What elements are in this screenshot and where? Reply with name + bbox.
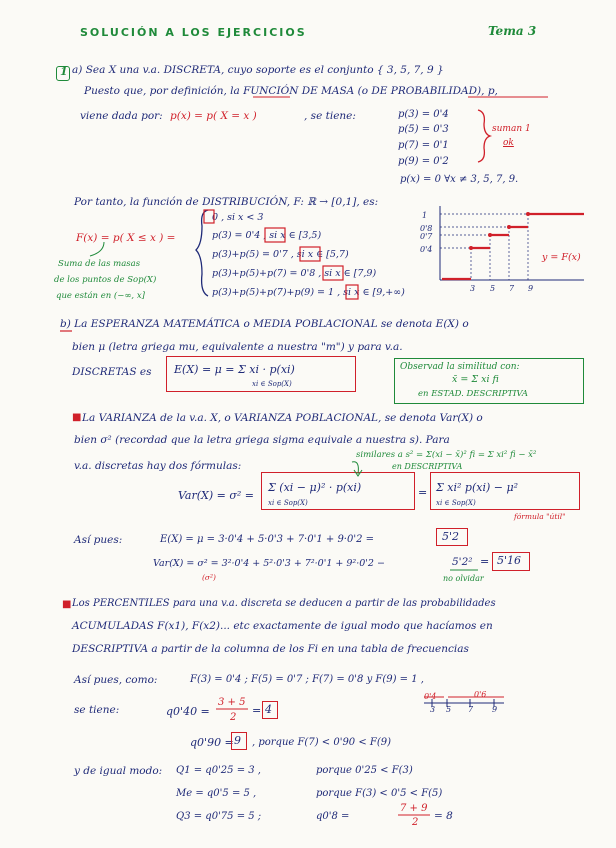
sigma-note: (σ²) bbox=[202, 573, 216, 582]
bar-left-label: 0'4 bbox=[424, 692, 437, 701]
sum-ok: ok bbox=[503, 138, 514, 148]
prob-p7: p(7) = 0'1 bbox=[398, 140, 449, 151]
asi-como: Así pues, como: bbox=[74, 674, 158, 686]
case4-box bbox=[346, 285, 358, 299]
graph-steps bbox=[442, 214, 584, 279]
ex-result: 5'2 bbox=[442, 530, 460, 543]
igual-modo: y de igual modo: bbox=[74, 765, 163, 777]
tema-label: Tema 3 bbox=[488, 24, 537, 38]
bar-tick-9: 9 bbox=[492, 705, 498, 714]
bar-right-label: 0'6 bbox=[474, 690, 487, 699]
var-result: 5'16 bbox=[497, 554, 522, 567]
sum-note: suman 1 bbox=[492, 124, 531, 134]
bullet-percentiles: ■ bbox=[62, 599, 72, 610]
sum-brace bbox=[478, 110, 490, 162]
cdf-note-2: de los puntos de Sop(X) bbox=[54, 275, 157, 285]
ex1-line3: viene dada por: bbox=[80, 110, 163, 122]
exercise-number: 1 bbox=[60, 65, 68, 78]
var-equals: = bbox=[418, 486, 428, 499]
q040-eq: = bbox=[252, 704, 262, 717]
se-tiene: , se tiene: bbox=[304, 110, 356, 122]
graph-dots bbox=[469, 212, 530, 250]
percentiles-line3: DESCRIPTIVA a partir de la columna de los Fi en una tabla de frecuencias bbox=[72, 643, 469, 655]
var-formula2-sub: xi ∈ Sop(X) bbox=[436, 499, 476, 507]
pmf-definition: p(x) = p( X = x ) bbox=[170, 110, 257, 122]
cdf-lhs: F(x) = p( X ≤ x ) = bbox=[76, 232, 176, 244]
graph-label: y = F(x) bbox=[542, 252, 581, 263]
expectation-formula: E(X) = μ = Σ xi · p(xi) bbox=[174, 363, 295, 376]
similarity-1: Observad la similitud con: bbox=[400, 362, 520, 372]
me-porque: porque F(3) < 0'5 < F(5) bbox=[316, 788, 443, 799]
cdf-case-1: p(3) = 0'4 , si x ∈ [3,5) bbox=[212, 230, 322, 241]
asi-pues: Así pues: bbox=[74, 534, 123, 546]
q1-eq: Q1 = q0'25 = 3 , bbox=[176, 765, 261, 776]
x-tick-7: 7 bbox=[509, 284, 515, 293]
var-formula1: Σ (xi − μ)² · p(xi) bbox=[268, 481, 362, 494]
bar-tick-3: 3 bbox=[430, 705, 436, 714]
y-tick-08: 0'8 bbox=[420, 224, 433, 233]
ex-calc: E(X) = μ = 3·0'4 + 5·0'3 + 7·0'1 + 9·0'2 = bbox=[160, 534, 375, 545]
varianza-line2: bien σ² (recordad que la letra griega sigma equivale a nuestra s). Para bbox=[74, 434, 450, 446]
percentiles-line2: ACUMULADAS F(x1), F(x2)... etc exactamente de igual modo que hacíamos en bbox=[72, 620, 493, 632]
q090-result: 9 bbox=[234, 734, 241, 747]
cdf-note-3: que están en (−∞, x] bbox=[56, 291, 145, 301]
esperanza-line3: DISCRETAS es bbox=[72, 366, 152, 378]
case0-box bbox=[204, 210, 214, 223]
q08-result: = 8 bbox=[434, 810, 453, 822]
var-calc: Var(X) = σ² = 3²·0'4 + 5²·0'3 + 7²·0'1 + 9²·0'2 − bbox=[153, 558, 385, 569]
q040-den: 2 bbox=[230, 712, 237, 723]
case2-box bbox=[300, 247, 320, 261]
q08-den: 2 bbox=[412, 817, 419, 828]
var-formula-lhs: Var(X) = σ² = bbox=[178, 489, 255, 502]
ex1-line1: a) Sea X una v.a. DISCRETA, cuyo soporte es el conjunto { 3, 5, 7, 9 } bbox=[72, 64, 444, 76]
no-olvidar: no olvidar bbox=[443, 574, 484, 583]
var-eq: = bbox=[480, 555, 490, 568]
y-tick-07: 0'7 bbox=[420, 232, 433, 241]
formula-util-note: fórmula "útil" bbox=[514, 512, 566, 521]
similarity-3: en ESTAD. DESCRIPTIVA bbox=[418, 389, 529, 399]
se-tiene-2: se tiene: bbox=[74, 704, 120, 716]
var-mu-sq: 5'2² bbox=[452, 556, 473, 568]
cdf-note-1: Suma de las masas bbox=[58, 259, 141, 269]
varianza-line1: La VARIANZA de la v.a. X, o VARIANZA POBLACIONAL, se denota Var(X) o bbox=[82, 412, 483, 424]
esperanza-line1: b) La ESPERANZA MATEMÁTICA o MEDIA POBLACIONAL se denota E(X) o bbox=[60, 318, 469, 330]
x-tick-5: 5 bbox=[490, 284, 496, 293]
q040-num: 3 + 5 bbox=[218, 697, 246, 708]
esperanza-line2: bien μ (letra griega mu, equivalente a nuestra "m") y para v.a. bbox=[72, 341, 403, 353]
q1-porque: porque 0'25 < F(3) bbox=[316, 765, 413, 776]
prob-zero: p(x) = 0 ∀x ≠ 3, 5, 7, 9. bbox=[400, 174, 519, 185]
bar-tick-5: 5 bbox=[446, 705, 452, 714]
var-formula1-sub: xi ∈ Sop(X) bbox=[268, 499, 308, 507]
q08-label: q0'8 = bbox=[316, 811, 350, 822]
cdf-case-2: p(3)+p(5) = 0'7 , si x ∈ [5,7) bbox=[212, 249, 349, 260]
x-tick-9: 9 bbox=[528, 284, 534, 293]
prob-p9: p(9) = 0'2 bbox=[398, 156, 449, 167]
y-tick-1: 1 bbox=[422, 211, 428, 220]
cdf-values: F(3) = 0'4 ; F(5) = 0'7 ; F(7) = 0'8 y F(9) = 1 , bbox=[190, 674, 424, 685]
page-title: SOLUCIÓN A LOS EJERCICIOS bbox=[80, 26, 307, 39]
bullet-varianza: ■ bbox=[72, 412, 82, 423]
percentiles-line1: Los PERCENTILES para una v.a. discreta se deducen a partir de las probabilidades bbox=[72, 598, 496, 609]
q090-porque: , porque F(7) < 0'90 < F(9) bbox=[252, 737, 392, 748]
cdf-case-0: 0 , si x < 3 bbox=[212, 212, 264, 223]
green-note-2: en DESCRIPTIVA bbox=[392, 462, 463, 471]
y-tick-04: 0'4 bbox=[420, 245, 433, 254]
case3-box bbox=[323, 266, 343, 280]
cdf-case-4: p(3)+p(5)+p(7)+p(9) = 1 , si x ∈ [9,+∞) bbox=[212, 287, 405, 298]
ex1-line2: Puesto que, por definición, la FUNCIÓN DE MASA (o DE PROBABILIDAD), p, bbox=[84, 85, 498, 97]
q090-label: q0'90 = bbox=[190, 736, 234, 749]
q040-label: q0'40 = bbox=[166, 705, 210, 718]
x-tick-3: 3 bbox=[470, 284, 476, 293]
q08-num: 7 + 9 bbox=[400, 803, 428, 814]
expectation-sub: xi ∈ Sop(X) bbox=[252, 380, 292, 388]
similarity-2: x̄ = Σ xi fi bbox=[452, 374, 499, 385]
cdf-case-3: p(3)+p(5)+p(7) = 0'8 , si x ∈ [7,9) bbox=[212, 268, 377, 279]
prob-p3: p(3) = 0'4 bbox=[398, 109, 449, 120]
me-eq: Me = q0'5 = 5 , bbox=[176, 788, 257, 799]
varianza-line3: v.a. discretas hay dos fórmulas: bbox=[74, 460, 242, 472]
case1-box bbox=[265, 228, 285, 242]
q3-eq: Q3 = q0'75 = 5 ; bbox=[176, 811, 262, 822]
green-note-1: similares a s² = Σ(xi − x̄)² fi = Σ xi² fi − x̄² bbox=[356, 450, 537, 460]
cdf-intro: Por tanto, la función de DISTRIBUCIÓN, F: ℝ → [0,1], es: bbox=[74, 196, 379, 208]
var-formula2: Σ xi² p(xi) − μ² bbox=[436, 481, 519, 494]
note-arrow bbox=[90, 242, 104, 256]
bar-tick-7: 7 bbox=[468, 705, 474, 714]
q040-result: 4 bbox=[265, 703, 272, 716]
prob-p5: p(5) = 0'3 bbox=[398, 124, 449, 135]
